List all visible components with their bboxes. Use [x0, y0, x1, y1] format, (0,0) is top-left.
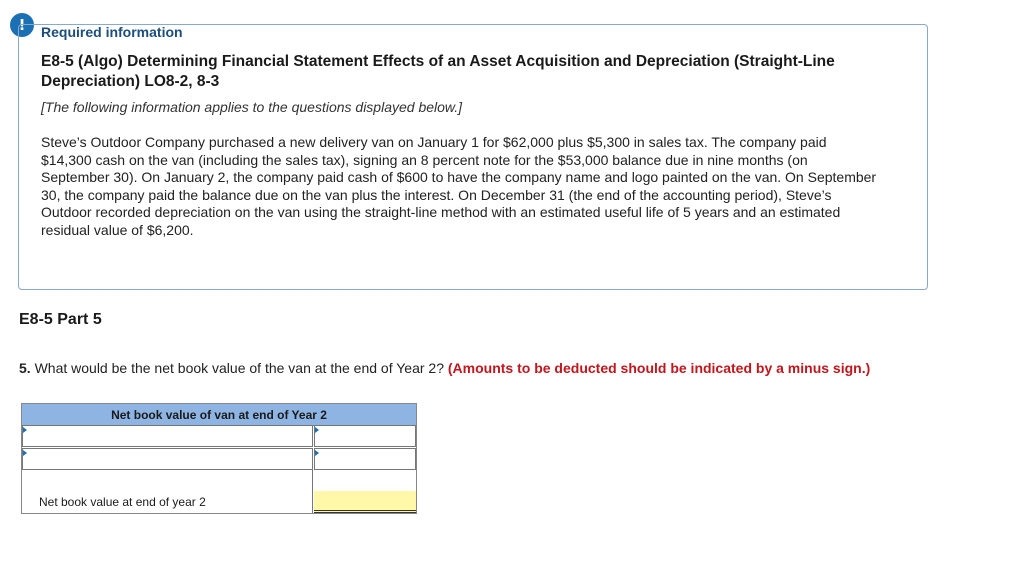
row-label-input[interactable]	[22, 425, 313, 447]
question-number: 5.	[19, 360, 31, 376]
dropdown-marker-icon	[23, 450, 27, 456]
row-amount-input[interactable]	[314, 425, 416, 447]
amount-marker-icon	[315, 427, 319, 433]
answer-table-header: Net book value of van at end of Year 2	[22, 404, 416, 426]
table-row-spacer	[22, 470, 416, 492]
question-text	[19, 360, 1009, 376]
required-information-heading: Required information	[41, 24, 183, 40]
applies-note: [The following information applies to the questions displayed below.]	[41, 99, 463, 115]
part-heading: E8-5 Part 5	[19, 311, 102, 328]
spacer-cell	[22, 470, 313, 492]
amount-marker-icon	[315, 450, 319, 456]
dropdown-marker-icon	[23, 427, 27, 433]
question-body: What would be the net book value of the van at the end of Year 2?	[30, 360, 448, 376]
total-row	[22, 491, 416, 513]
row-amount-input[interactable]	[314, 448, 416, 470]
table-row	[22, 448, 416, 470]
question-instruction: (Amounts to be deducted should be indicated by a minus sign.)	[447, 360, 871, 376]
alert-icon: !	[10, 13, 34, 37]
exercise-title: E8-5 (Algo) Determining Financial Statement Effects of an Asset Acquisition and Depreciation (Straight-Line Depreciation) LO8-2, 8-3	[41, 53, 835, 90]
table-row	[22, 425, 416, 447]
scenario-text: Steve’s Outdoor Company purchased a new delivery van on January 1 for $62,000 plus $5,300 in sales tax. The company paid $14,300 cash on the van (including the sales tax), signing an 8 percent note for the $53,000 balance due in nine months (on September 30). On January 2, the company paid cash of $600 to have the company name and logo painted on the van. On September 30, the company paid the balance due on the van plus the interest. On December 31 (the end of the accounting period), Steve’s Outdoor recorded depreciation on the van using the straight-line method with an estimated useful life of 5 years and an estimated residual value of $6,200.	[41, 134, 877, 238]
row-label-input[interactable]	[22, 448, 313, 470]
answer-table	[21, 403, 417, 514]
total-amount-input[interactable]	[314, 491, 416, 513]
total-label: Net book value at end of year 2	[22, 491, 313, 513]
